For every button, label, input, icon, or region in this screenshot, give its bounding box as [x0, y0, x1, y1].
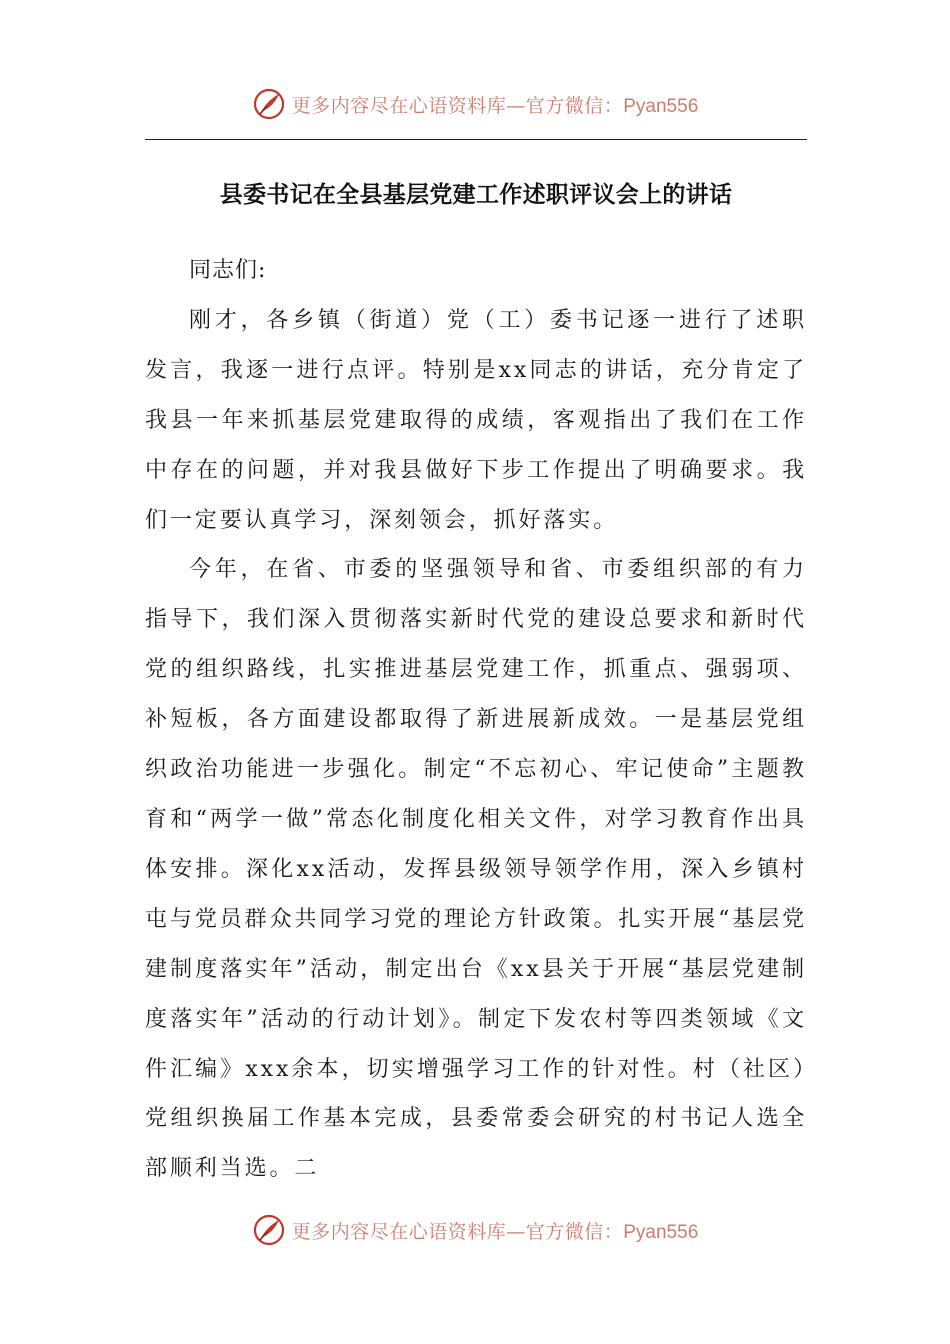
header-watermark	[0, 84, 950, 124]
footer-watermark	[0, 1210, 950, 1250]
paragraph-1: 刚才，各乡镇（街道）党（工）委书记逐一进行了述职发言，我逐一进行点评。特别是xx同志的讲话，充分肯定了我县一年来抓基层党建取得的成绩，客观指出了我们在工作中存在的问题，并对我县做好下步工作提出了明确要求。我们一定要认真学习，深刻领会，抓好落实。	[145, 307, 807, 533]
watermark-text: 更多内容尽在心语资料库—官方微信：Pyan556	[291, 1220, 699, 1243]
header-rule	[145, 139, 807, 140]
document-body	[145, 246, 807, 1194]
quill-logo-icon	[252, 87, 286, 121]
document-title: 县委书记在全县基层党建工作述职评议会上的讲话	[219, 181, 733, 208]
quill-logo-icon	[252, 1213, 286, 1247]
greeting: 同志们:	[189, 258, 267, 283]
paragraph-2: 今年，在省、市委的坚强领导和省、市委组织部的有力指导下，我们深入贯彻落实新时代党的建设总要求和新时代党的组织路线，扎实推进基层党建工作，抓重点、强弱项、补短板，各方面建设都取得了新进展新成效。一是基层党组织政治功能进一步强化。制定“不忘初心、牢记使命”主题教育和“两学一做”常态化制度化相关文件，对学习教育作出具体安排。深化xx活动，发挥县级领导领学作用，深入乡镇村屯与党员群众共同学习党的理论方针政策。扎实开展“基层党建制度落实年”活动，制定出台《xx县关于开展“基层党建制度落实年”活动的行动计划》。制定下发农村等四类领域《文件汇编》xxx余本，切实增强学习工作的针对性。村（社区）党组织换届工作基本完成，县委常委会研究的村书记人选全部顺利当选。二	[145, 557, 807, 1182]
watermark-text: 更多内容尽在心语资料库—官方微信：Pyan556	[291, 94, 699, 117]
